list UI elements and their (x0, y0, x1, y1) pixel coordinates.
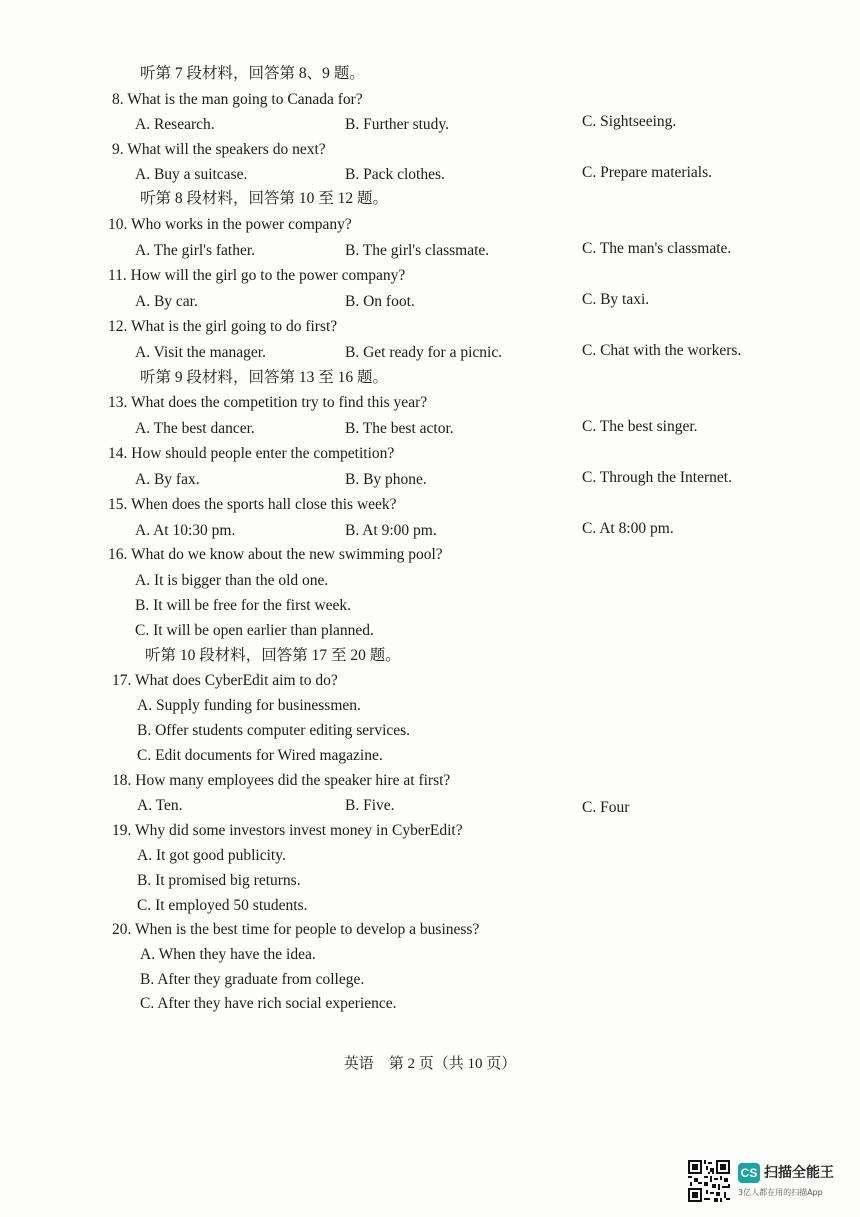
question-8-option-a: A. Research. (135, 116, 215, 133)
qr-code-icon (688, 1160, 730, 1202)
question-19-option-a: A. It got good publicity. (137, 847, 286, 864)
question-9-stem: 9. What will the speakers do next? (112, 141, 326, 158)
question-15-option-b: B. At 9:00 pm. (345, 522, 437, 539)
question-20-option-a: A. When they have the idea. (140, 946, 316, 963)
question-19-option-c: C. It employed 50 students. (137, 897, 308, 914)
question-10-stem: 10. Who works in the power company? (108, 216, 352, 233)
question-11-option-a: A. By car. (135, 293, 198, 310)
question-13-option-b: B. The best actor. (345, 420, 454, 437)
question-17-option-c: C. Edit documents for Wired magazine. (137, 747, 383, 764)
section-heading-10: 听第 10 段材料，回答第 17 至 20 题。 (145, 647, 401, 664)
page-footer: 英语 第 2 页（共 10 页） (343, 1056, 517, 1072)
question-15-option-a: A. At 10:30 pm. (135, 522, 236, 539)
question-13-option-c: C. The best singer. (582, 418, 698, 435)
question-12-option-c: C. Chat with the workers. (582, 342, 742, 359)
question-12-stem: 12. What is the girl going to do first? (108, 318, 338, 335)
question-12-option-a: A. Visit the manager. (135, 344, 266, 361)
camscanner-name: 扫描全能王 (764, 1165, 834, 1181)
question-13-stem: 13. What does the competition try to find this year? (108, 394, 428, 411)
question-16-option-b: B. It will be free for the first week. (135, 597, 352, 614)
question-10-option-c: C. The man's classmate. (582, 240, 732, 257)
question-8-stem: 8. What is the man going to Canada for? (112, 91, 363, 108)
question-15-option-c: C. At 8:00 pm. (582, 520, 674, 537)
question-14-stem: 14. How should people enter the competition? (108, 445, 395, 462)
question-17-stem: 17. What does CyberEdit aim to do? (112, 672, 338, 689)
question-19-stem: 19. Why did some investors invest money in CyberEdit? (112, 822, 463, 839)
question-15-stem: 15. When does the sports hall close this week? (108, 496, 397, 513)
question-20-stem: 20. When is the best time for people to develop a business? (112, 921, 480, 938)
question-14-option-c: C. Through the Internet. (582, 469, 732, 486)
question-18-option-a: A. Ten. (137, 797, 183, 814)
question-11-option-c: C. By taxi. (582, 291, 650, 308)
question-11-stem: 11. How will the girl go to the power company? (108, 267, 406, 284)
question-8-option-c: C. Sightseeing. (582, 113, 677, 130)
question-10-option-a: A. The girl's father. (135, 242, 256, 259)
section-heading-9: 听第 9 段材料，回答第 13 至 16 题。 (140, 369, 389, 386)
question-9-option-c: C. Prepare materials. (582, 164, 712, 181)
question-12-option-b: B. Get ready for a picnic. (345, 344, 503, 361)
section-heading-8: 听第 8 段材料，回答第 10 至 12 题。 (140, 190, 389, 207)
question-11-option-b: B. On foot. (345, 293, 415, 310)
question-20-option-c: C. After they have rich social experience. (140, 995, 397, 1012)
question-9-option-a: A. Buy a suitcase. (135, 166, 248, 183)
question-18-stem: 18. How many employees did the speaker hire at first? (112, 772, 451, 789)
camscanner-logo: CS (738, 1163, 760, 1183)
question-18-option-c: C. Four (582, 799, 630, 816)
question-10-option-b: B. The girl's classmate. (345, 242, 490, 259)
scanner-watermark (688, 1160, 848, 1204)
question-14-option-b: B. By phone. (345, 471, 427, 488)
question-20-option-b: B. After they graduate from college. (140, 971, 365, 988)
camscanner-tagline: 3亿人都在用的扫描App (738, 1188, 823, 1197)
question-17-option-a: A. Supply funding for businessmen. (137, 697, 361, 714)
section-heading-7: 听第 7 段材料，回答第 8、9 题。 (140, 65, 365, 82)
question-8-option-b: B. Further study. (345, 116, 450, 133)
question-19-option-b: B. It promised big returns. (137, 872, 301, 889)
question-16-option-c: C. It will be open earlier than planned. (135, 622, 374, 639)
question-16-stem: 16. What do we know about the new swimming pool? (108, 546, 443, 563)
question-17-option-b: B. Offer students computer editing services. (137, 722, 411, 739)
question-13-option-a: A. The best dancer. (135, 420, 255, 437)
question-16-option-a: A. It is bigger than the old one. (135, 572, 329, 589)
question-18-option-b: B. Five. (345, 797, 395, 814)
question-9-option-b: B. Pack clothes. (345, 166, 445, 183)
question-14-option-a: A. By fax. (135, 471, 200, 488)
